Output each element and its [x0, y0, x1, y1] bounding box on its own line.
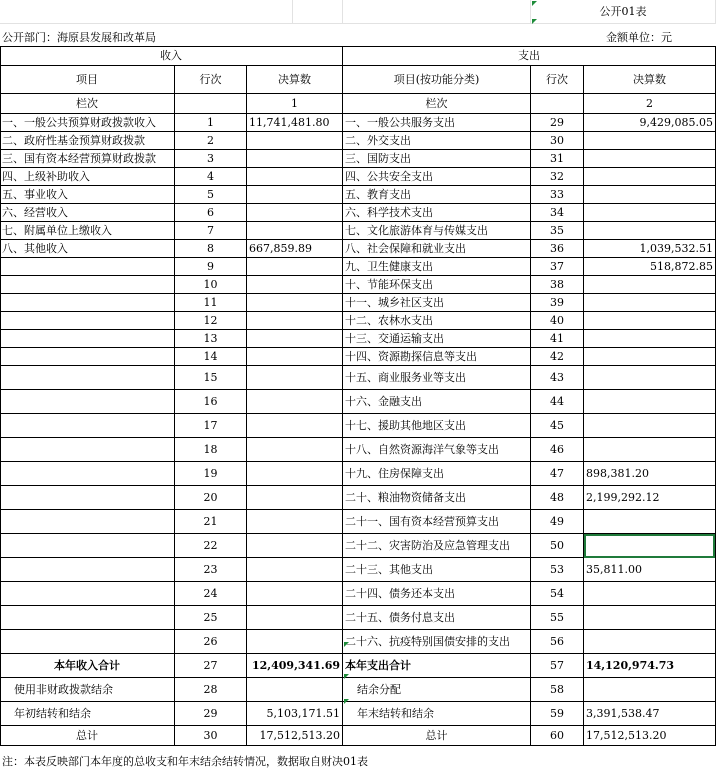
income-row-no[interactable]: 5 — [175, 186, 247, 204]
expense-amount[interactable] — [584, 312, 716, 330]
income-row-no[interactable]: 23 — [175, 558, 247, 582]
income-item[interactable]: 三、国有资本经营预算财政拨款 — [0, 150, 175, 168]
summary-expense-item[interactable]: 结余分配 — [343, 678, 531, 702]
income-amount[interactable] — [247, 534, 343, 558]
income-row-no[interactable]: 9 — [175, 258, 247, 276]
summary-income-item[interactable]: 总计 — [0, 726, 175, 746]
expense-row-no[interactable]: 38 — [531, 276, 584, 294]
income-row-no[interactable]: 26 — [175, 630, 247, 654]
expense-item[interactable]: 二十、粮油物资储备支出 — [343, 486, 531, 510]
income-amount[interactable] — [247, 390, 343, 414]
summary-income-amount[interactable]: 5,103,171.51 — [247, 702, 343, 726]
column-label-2[interactable]: 栏次 — [343, 94, 531, 114]
income-row-no[interactable]: 8 — [175, 240, 247, 258]
income-row-no[interactable]: 18 — [175, 438, 247, 462]
expense-section-header[interactable]: 支出 — [343, 46, 716, 66]
income-row-no[interactable]: 1 — [175, 114, 247, 132]
blank-cell[interactable] — [531, 94, 584, 114]
expense-item[interactable]: 十二、农林水支出 — [343, 312, 531, 330]
income-amount[interactable] — [247, 150, 343, 168]
income-item[interactable] — [0, 462, 175, 486]
expense-amount[interactable]: 35,811.00 — [584, 558, 716, 582]
summary-income-amount[interactable]: 12,409,341.69 — [247, 654, 343, 678]
income-amount[interactable] — [247, 630, 343, 654]
income-section-header[interactable]: 收入 — [0, 46, 343, 66]
blank-cell[interactable] — [343, 0, 531, 24]
expense-row-no[interactable]: 46 — [531, 438, 584, 462]
income-item[interactable]: 二、政府性基金预算财政拨款 — [0, 132, 175, 150]
income-row-no[interactable]: 6 — [175, 204, 247, 222]
expense-row-no[interactable]: 35 — [531, 222, 584, 240]
expense-amount[interactable] — [584, 606, 716, 630]
expense-amount[interactable] — [584, 366, 716, 390]
expense-row-no[interactable]: 33 — [531, 186, 584, 204]
expense-row-no[interactable]: 34 — [531, 204, 584, 222]
summary-expense-row-no[interactable]: 57 — [531, 654, 584, 678]
income-amount[interactable] — [247, 414, 343, 438]
income-row-no[interactable]: 19 — [175, 462, 247, 486]
expense-row-no[interactable]: 42 — [531, 348, 584, 366]
income-row-no[interactable]: 11 — [175, 294, 247, 312]
expense-row-no[interactable]: 55 — [531, 606, 584, 630]
expense-amount[interactable]: 2,199,292.12 — [584, 486, 716, 510]
expense-row-no[interactable]: 54 — [531, 582, 584, 606]
income-amount[interactable] — [247, 330, 343, 348]
expense-row-no[interactable]: 29 — [531, 114, 584, 132]
footnote[interactable]: 注：本表反映部门本年度的总收支和年末结余结转情况，数据取自财决01表 — [2, 754, 368, 768]
expense-row-no[interactable]: 32 — [531, 168, 584, 186]
income-item[interactable] — [0, 438, 175, 462]
col-header-amount-2[interactable]: 决算数 — [584, 66, 716, 94]
expense-row-no[interactable]: 49 — [531, 510, 584, 534]
expense-row-no[interactable]: 37 — [531, 258, 584, 276]
expense-row-no[interactable]: 43 — [531, 366, 584, 390]
expense-amount[interactable] — [584, 390, 716, 414]
expense-amount[interactable] — [584, 414, 716, 438]
expense-row-no[interactable]: 39 — [531, 294, 584, 312]
comment-marker-icon — [532, 1, 537, 6]
expense-item[interactable]: 四、公共安全支出 — [343, 168, 531, 186]
expense-item[interactable]: 二十一、国有资本经营预算支出 — [343, 510, 531, 534]
income-row-no[interactable]: 25 — [175, 606, 247, 630]
expense-item[interactable]: 二十四、债务还本支出 — [343, 582, 531, 606]
income-item[interactable] — [0, 390, 175, 414]
expense-item[interactable]: 二十三、其他支出 — [343, 558, 531, 582]
income-amount[interactable] — [247, 486, 343, 510]
expense-item[interactable]: 十六、金融支出 — [343, 390, 531, 414]
expense-row-no[interactable]: 50 — [531, 534, 584, 558]
income-item[interactable] — [0, 330, 175, 348]
expense-item[interactable]: 一、一般公共服务支出 — [343, 114, 531, 132]
expense-item[interactable]: 十三、交通运输支出 — [343, 330, 531, 348]
summary-income-item[interactable]: 使用非财政拨款结余 — [0, 678, 175, 702]
expense-item[interactable]: 九、卫生健康支出 — [343, 258, 531, 276]
income-amount[interactable] — [247, 312, 343, 330]
summary-income-row-no[interactable]: 28 — [175, 678, 247, 702]
expense-amount[interactable] — [584, 186, 716, 204]
expense-item[interactable]: 二十二、灾害防治及应急管理支出 — [343, 534, 531, 558]
income-item[interactable]: 四、上级补助收入 — [0, 168, 175, 186]
expense-row-no[interactable]: 53 — [531, 558, 584, 582]
summary-expense-row-no[interactable]: 60 — [531, 726, 584, 746]
expense-item[interactable]: 十九、住房保障支出 — [343, 462, 531, 486]
expense-amount[interactable] — [584, 168, 716, 186]
expense-amount[interactable]: 1,039,532.51 — [584, 240, 716, 258]
summary-expense-amount[interactable]: 14,120,974.73 — [584, 654, 716, 678]
form-code[interactable]: 公开01表 — [531, 0, 716, 24]
income-item[interactable] — [0, 606, 175, 630]
summary-income-row-no[interactable]: 30 — [175, 726, 247, 746]
column-label[interactable]: 栏次 — [0, 94, 175, 114]
blank-cell[interactable] — [175, 94, 247, 114]
income-item[interactable] — [0, 486, 175, 510]
income-item[interactable] — [0, 582, 175, 606]
unit-label[interactable]: 金额单位：元 — [606, 30, 672, 44]
comment-marker-icon — [532, 19, 537, 24]
income-item[interactable]: 七、附属单位上缴收入 — [0, 222, 175, 240]
expense-item[interactable]: 十四、资源勘探信息等支出 — [343, 348, 531, 366]
income-amount[interactable] — [247, 186, 343, 204]
income-row-no[interactable]: 10 — [175, 276, 247, 294]
summary-expense-amount[interactable]: 17,512,513.20 — [584, 726, 716, 746]
income-item[interactable] — [0, 312, 175, 330]
col-header-row-no[interactable]: 行次 — [175, 66, 247, 94]
income-amount[interactable] — [247, 132, 343, 150]
expense-row-no[interactable]: 40 — [531, 312, 584, 330]
expense-amount[interactable] — [584, 222, 716, 240]
expense-item[interactable]: 五、教育支出 — [343, 186, 531, 204]
income-item[interactable] — [0, 534, 175, 558]
income-amount[interactable] — [247, 276, 343, 294]
summary-expense-amount[interactable]: 3,391,538.47 — [584, 702, 716, 726]
expense-amount[interactable] — [584, 348, 716, 366]
summary-expense-row-no[interactable]: 58 — [531, 678, 584, 702]
error-marker-icon — [344, 699, 349, 704]
income-row-no[interactable]: 7 — [175, 222, 247, 240]
income-row-no[interactable]: 2 — [175, 132, 247, 150]
income-row-no[interactable]: 20 — [175, 486, 247, 510]
income-amount[interactable]: 11,741,481.80 — [247, 114, 343, 132]
expense-amount[interactable]: 518,872.85 — [584, 258, 716, 276]
expense-row-no[interactable]: 31 — [531, 150, 584, 168]
error-marker-icon — [344, 642, 349, 647]
summary-income-amount[interactable] — [247, 678, 343, 702]
income-row-no[interactable]: 24 — [175, 582, 247, 606]
income-item[interactable] — [0, 276, 175, 294]
income-amount[interactable]: 667,859.89 — [247, 240, 343, 258]
income-amount[interactable] — [247, 294, 343, 312]
expense-item[interactable]: 二十六、抗疫特别国债安排的支出 — [343, 630, 531, 654]
income-amount[interactable] — [247, 258, 343, 276]
income-amount[interactable] — [247, 366, 343, 390]
income-row-no[interactable]: 12 — [175, 312, 247, 330]
summary-income-item[interactable]: 年初结转和结余 — [0, 702, 175, 726]
income-amount[interactable] — [247, 204, 343, 222]
expense-item[interactable]: 十五、商业服务业等支出 — [343, 366, 531, 390]
expense-amount[interactable] — [584, 330, 716, 348]
expense-item[interactable]: 八、社会保障和就业支出 — [343, 240, 531, 258]
expense-item[interactable]: 十七、援助其他地区支出 — [343, 414, 531, 438]
expense-item[interactable]: 六、科学技术支出 — [343, 204, 531, 222]
col-header-row-no-2[interactable]: 行次 — [531, 66, 584, 94]
expense-amount[interactable] — [584, 294, 716, 312]
expense-amount[interactable] — [584, 204, 716, 222]
income-amount[interactable] — [247, 222, 343, 240]
income-row-no[interactable]: 14 — [175, 348, 247, 366]
summary-expense-item[interactable]: 年末结转和结余 — [343, 702, 531, 726]
summary-income-item[interactable]: 本年收入合计 — [0, 654, 175, 678]
summary-income-amount[interactable]: 17,512,513.20 — [247, 726, 343, 746]
income-item[interactable] — [0, 558, 175, 582]
blank-cell[interactable] — [293, 0, 343, 24]
blank-cell[interactable] — [0, 0, 293, 24]
expense-amount[interactable]: 9,429,085.05 — [584, 114, 716, 132]
col-header-item-func[interactable]: 项目(按功能分类) — [343, 66, 531, 94]
col-header-item[interactable]: 项目 — [0, 66, 175, 94]
income-amount[interactable] — [247, 438, 343, 462]
summary-expense-amount[interactable] — [584, 678, 716, 702]
income-row-no[interactable]: 16 — [175, 390, 247, 414]
expense-item[interactable]: 十一、城乡社区支出 — [343, 294, 531, 312]
income-row-no[interactable]: 22 — [175, 534, 247, 558]
expense-amount[interactable] — [584, 132, 716, 150]
income-row-no[interactable]: 17 — [175, 414, 247, 438]
summary-expense-item[interactable]: 总计 — [343, 726, 531, 746]
expense-item[interactable]: 十、节能环保支出 — [343, 276, 531, 294]
expense-row-no[interactable]: 36 — [531, 240, 584, 258]
expense-item[interactable]: 七、文化旅游体育与传媒支出 — [343, 222, 531, 240]
income-item[interactable] — [0, 414, 175, 438]
summary-expense-item[interactable]: 本年支出合计 — [343, 654, 531, 678]
income-amount[interactable] — [247, 510, 343, 534]
dept-label[interactable]: 公开部门：海原县发展和改革局 — [2, 30, 156, 44]
income-row-no[interactable]: 15 — [175, 366, 247, 390]
income-item[interactable] — [0, 366, 175, 390]
income-amount[interactable] — [247, 462, 343, 486]
expense-item[interactable]: 二、外交支出 — [343, 132, 531, 150]
summary-expense-row-no[interactable]: 59 — [531, 702, 584, 726]
expense-row-no[interactable]: 48 — [531, 486, 584, 510]
summary-income-row-no[interactable]: 29 — [175, 702, 247, 726]
income-item[interactable]: 五、事业收入 — [0, 186, 175, 204]
income-amount[interactable] — [247, 558, 343, 582]
column-number[interactable]: 1 — [247, 94, 343, 114]
income-item[interactable]: 一、一般公共预算财政拨款收入 — [0, 114, 175, 132]
expense-row-no[interactable]: 45 — [531, 414, 584, 438]
expense-item[interactable]: 十八、自然资源海洋气象等支出 — [343, 438, 531, 462]
income-item[interactable] — [0, 630, 175, 654]
expense-item[interactable]: 三、国防支出 — [343, 150, 531, 168]
income-row-no[interactable]: 21 — [175, 510, 247, 534]
column-number-2[interactable]: 2 — [584, 94, 716, 114]
income-amount[interactable] — [247, 582, 343, 606]
income-row-no[interactable]: 3 — [175, 150, 247, 168]
expense-row-no[interactable]: 30 — [531, 132, 584, 150]
col-header-amount[interactable]: 决算数 — [247, 66, 343, 94]
income-row-no[interactable]: 4 — [175, 168, 247, 186]
error-marker-icon — [344, 674, 349, 679]
expense-row-no[interactable]: 44 — [531, 390, 584, 414]
expense-row-no[interactable]: 47 — [531, 462, 584, 486]
income-item[interactable]: 六、经营收入 — [0, 204, 175, 222]
expense-amount[interactable] — [584, 276, 716, 294]
summary-income-row-no[interactable]: 27 — [175, 654, 247, 678]
expense-amount[interactable] — [584, 150, 716, 168]
income-item[interactable] — [0, 348, 175, 366]
selected-cell[interactable] — [584, 534, 715, 558]
expense-amount[interactable] — [584, 510, 716, 534]
income-item[interactable]: 八、其他收入 — [0, 240, 175, 258]
income-amount[interactable] — [247, 606, 343, 630]
expense-item[interactable]: 二十五、债务付息支出 — [343, 606, 531, 630]
income-amount[interactable] — [247, 348, 343, 366]
income-item[interactable] — [0, 510, 175, 534]
expense-row-no[interactable]: 56 — [531, 630, 584, 654]
income-amount[interactable] — [247, 168, 343, 186]
income-item[interactable] — [0, 258, 175, 276]
income-row-no[interactable]: 13 — [175, 330, 247, 348]
expense-amount[interactable] — [584, 438, 716, 462]
expense-amount[interactable]: 898,381.20 — [584, 462, 716, 486]
expense-amount[interactable] — [584, 630, 716, 654]
income-item[interactable] — [0, 294, 175, 312]
expense-amount[interactable] — [584, 582, 716, 606]
expense-row-no[interactable]: 41 — [531, 330, 584, 348]
